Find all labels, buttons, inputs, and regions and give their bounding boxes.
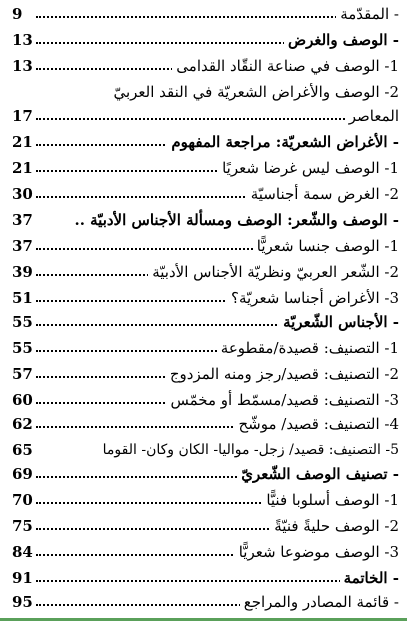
toc-entry-page: 37 [12,237,36,255]
toc-entry [0,336,407,360]
toc-entry [0,540,407,564]
toc-entry-page: 9 [12,5,25,23]
bottom-rule [0,618,407,621]
toc-entry [0,80,407,104]
toc-entry [0,286,407,310]
toc-entry-title: 3- الوصف موضوعا شعريًّا [235,543,399,561]
toc-entry-page: 30 [12,185,36,203]
toc-entry-page: 84 [12,543,36,561]
toc-section-page: 37 [12,211,36,229]
toc-entry [0,488,407,512]
toc-entry-page: 95 [12,593,36,611]
toc-entry-page: 17 [12,107,36,125]
toc-entry [0,412,407,436]
toc-entry-title: - قائمة المصادر والمراجع [240,593,399,611]
toc-entry-page: 62 [12,415,36,433]
toc-entry [0,182,407,206]
toc-entry-title: 1- الوصف في صناعة النقّاد القدامى [172,57,399,75]
toc-section-title: - تصنيف الوصف الشّعريّ [237,465,399,483]
toc-section [0,566,407,590]
toc-entry-title: 2- الوصف حليةً فنيّةً [270,517,399,535]
toc-entry-title: 3- الأغراض أجناسا شعريّة؟ [227,289,399,307]
toc-entry [0,362,407,386]
toc-section [0,462,407,486]
toc-entry [0,514,407,538]
toc-entry-title: المعاصر [345,107,399,125]
toc-section-page: 91 [12,569,36,587]
toc-entry-title: 2- الوصف والأغراض الشعريّة في النقد العربيّ [109,83,399,101]
toc-entry-page: 39 [12,263,36,281]
toc-entry-page: 21 [12,159,36,177]
toc-section-title: - الأغراض الشعريّة: مراجعة المفهوم [167,133,399,151]
toc-entry-page: 70 [12,491,36,509]
toc-entry-title: 2- التصنيف: قصيد/رجز ومنه المزدوج [166,365,399,383]
toc-entry [0,156,407,180]
toc-entry-title: 1- التصنيف: قصيدة/مقطوعة [217,339,399,357]
toc-entry-title: 4- التصنيف: قصيد/ موشّح [235,415,400,433]
toc-entry-page: 51 [12,289,36,307]
toc-section-title: - الوصف والغرض [284,31,399,49]
toc-entry-title: 3- التصنيف: قصيد/مسمّط أو مخمّس [167,391,399,409]
toc-entry [0,260,407,284]
toc-section-title: - الأجناس الشّعريّة [279,313,399,331]
toc-entry-title: 1- الوصف أسلوبا فنيًّا [262,491,399,509]
toc-section [0,130,407,154]
toc-entry-title: 5- التصنيف: قصيد/ زجل- مواليا- الكان وكان- القوما [99,441,399,459]
leader-dots [36,118,393,120]
toc-entry-title: 1- الوصف جنسا شعريًّا [253,237,399,255]
toc-entry [0,2,407,26]
toc-entry [0,234,407,258]
toc-entry-continuation [0,104,407,128]
toc-entry [0,54,407,78]
toc-section-page: 13 [12,31,36,49]
toc-entry-page: 60 [12,391,36,409]
toc-entry-title: 2- الغرض سمة أجناسيّة [247,185,399,203]
toc-entry [0,388,407,412]
toc-section [0,208,407,232]
toc-section-page: 69 [12,465,36,483]
toc-entry [0,438,407,462]
toc-section-page: 55 [12,313,36,331]
toc-section-title: - الخاتمة [340,569,399,587]
toc-entry-page: 75 [12,517,36,535]
toc-section [0,28,407,52]
toc-section-title: - الوصف والشّعر: الوصف ومسألة الأجناس الأدبيّة .. [70,211,399,229]
toc-entry-page: 55 [12,339,36,357]
toc-section [0,310,407,334]
toc-entry-title: 2- الشّعر العربيّ ونظريّة الأجناس الأدبيّة [148,263,399,281]
toc-entry-page: 57 [12,365,36,383]
toc-entry-page: 13 [12,57,36,75]
toc-entry-title: - المقدّمة [336,5,399,23]
toc-entry-page: 65 [12,441,36,459]
toc-entry [0,590,407,614]
toc-section-page: 21 [12,133,36,151]
toc-entry-title: 1- الوصف ليس غرضا شعريًا [218,159,399,177]
